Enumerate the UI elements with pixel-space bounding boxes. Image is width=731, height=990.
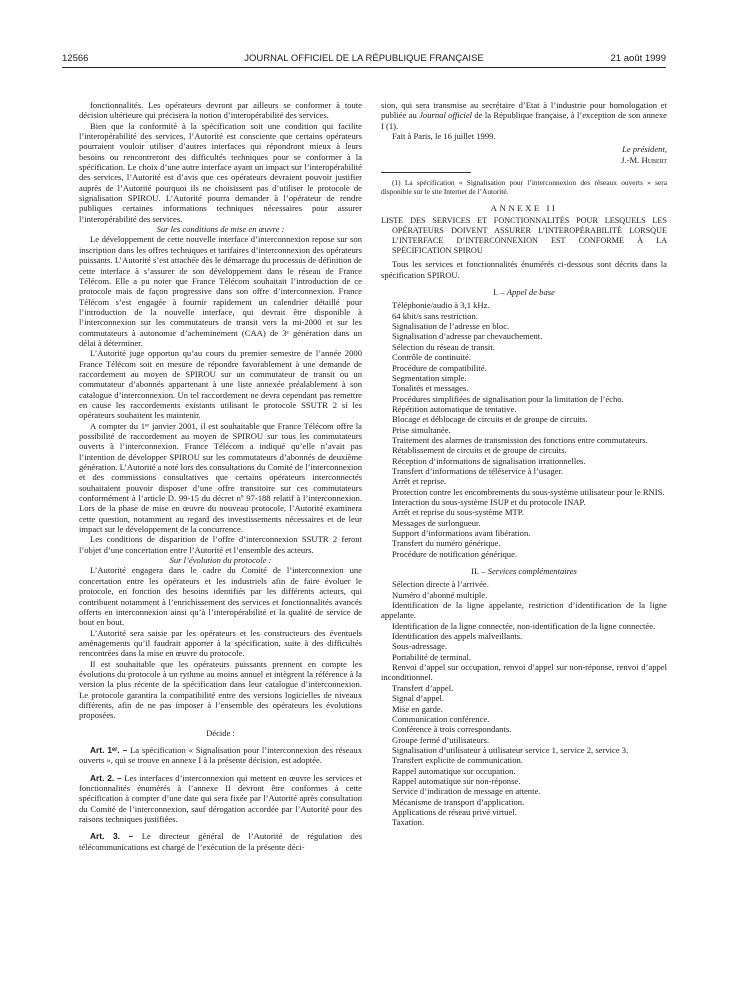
paragraph: Le développement de cette nouvelle interface d’interconnexion repose sur son inscription dans les offres techniques et tarifaires d’interconnexion des opérateurs puissants. L’Autorité s’est attachée dès le démarrage du processus de définition de cette interface à s’assurer de son développement dans le réseau de France Télécom. Elle a pu noter que France Télécom souhaitait l’introduction de ce protocole mais de façon progressive dans son offre d’interconnexion. France Télécom s’est engagée à fournir rapidement un calendrier détaillé pour l’introduction de la nouvelle interface, qui devrait être disponible à l’interconnexion sur les commutateurs de transit vers la mi-2000 et sur les commutateurs à autonomie d’acheminement (CAA) de 3ᵉ génération dans un délai à déterminer. (79, 234, 362, 348)
footnote-rule (381, 172, 471, 173)
subsection-heading (381, 566, 667, 576)
list-item: Mise en garde. (392, 703, 443, 714)
list-item: Transfert du numéro générique. (392, 538, 501, 549)
article-text: Les interfaces d’interconnexion qui mettent en œuvre les services et fonctionnalités énumérés à l’annexe II devront être conformes à cette spécification à compter d’une date qui sera fixée par l’Autorité après consultation du Comité de l’interconnexion, sauf dérogation accordée par l’Autorité pour des raisons techniques justifiées. (79, 772, 362, 825)
list-item: Signalisation de l’adresse en bloc. (392, 321, 510, 332)
list-item: Groupe fermé d’utilisateurs. (392, 734, 490, 745)
list-item: Contrôle de continuité. (392, 352, 471, 363)
article-1 (79, 745, 362, 766)
article-text: La spécification « Signalisation pour l’interconnexion des réseaux ouverts », qui se trouve en annexe I à la présente décision, est adoptée. (79, 744, 362, 766)
basic-call-list (381, 300, 667, 559)
list-item: Support d’informations avant libération. (392, 528, 531, 538)
list-item: Arrêt et reprise du sous-système MTP. (392, 507, 524, 518)
left-column (79, 100, 362, 852)
list-item: Rappel automatique sur occupation. (392, 765, 516, 776)
article-2 (79, 773, 362, 825)
decide-heading: Décide : (206, 727, 235, 738)
list-item: Identification des appels malveillants. (392, 631, 523, 642)
list-item: Téléphonie/audio à 3,1 kHz. (392, 300, 490, 311)
list-item: Traitement des alarmes de transmission des fonctions entre commutateurs. (392, 434, 648, 445)
paragraph (381, 100, 667, 131)
paragraph: Il est souhaitable que les opérateurs puissants prennent en compte les évolutions du protocole à un rythme au moins annuel et intègrent la référence à la version la plus récente de la spécification dans leur catalogue d’interconnexion. Le protocole garantira la compatibilité entre des versions logicielles de niveaux différents, afin de ne pas imposer à l’ensemble des opérateurs les évolutions proposées. (79, 658, 362, 721)
text: sion, qui sera transmise au secrétaire d’Etat à l’industrie pour homologation et publiée au (381, 100, 667, 121)
annex-intro: Tous les services et fonctionnalités énumérés ci-dessous sont décrits dans la spécification SPIROU. (381, 259, 667, 280)
subsection-title: Appel de base (506, 287, 555, 298)
list-item: Applications de réseau privé virtuel. (392, 806, 517, 817)
article-3 (79, 831, 362, 852)
annex-title: LISTE DES SERVICES ET FONCTIONNALITÉS POUR LESQUELS LES OPÉRATEURS DOIVENT ASSURER L’INTEROPÉRABILITÉ LORSQUE L’INTERFACE D’INTERCONNEXION EST CONFORME À LA SPÉCIFICATION SPIROU (381, 216, 667, 256)
paragraph: fonctionnalités. Les opérateurs devront par ailleurs se conformer à toute décision ultérieure qui précisera la notion d’interopérabilité des services. (79, 100, 362, 121)
list-item: Rétablissement de circuits et de groupe de circuits. (392, 445, 567, 456)
list-item: Sélection du réseau de transit. (392, 341, 495, 352)
section-heading: Sur les conditions de mise en œuvre : (156, 224, 285, 235)
header-rule (62, 67, 666, 68)
list-item: Taxation. (392, 817, 425, 828)
list-item: Communication conférence. (392, 713, 490, 724)
journal-name: Journal officiel (419, 110, 473, 121)
list-item: Transfert d’appel. (392, 682, 454, 693)
list-item: Numéro d’abonné multiple. (392, 589, 488, 600)
list-item: Procédures simplifiées de signalisation pour la limitation de l’écho. (392, 393, 624, 404)
list-item: Protection contre les encombrements du sous-système utilisateur pour le RNIS. (392, 486, 665, 497)
subsection-title: Services complémentaires (487, 566, 577, 577)
article-label: Art. 3. – (90, 831, 134, 842)
annex-heading: ANNEXE II (490, 203, 558, 214)
paragraph: Les conditions de disparition de l’offre d’interconnexion SSUTR 2 feront l’objet d’une concertation entre l’Autorité et l’ensemble des acteurs. (79, 534, 362, 555)
paragraph: L’Autorité sera saisie par les opérateurs et les constructeurs des éventuels aménagements qu’il faudrait apporter à la spécification, suite à des difficultés rencontrées dans la mise en œuvre du protocole. (79, 627, 362, 659)
list-item: Interaction du sous-système ISUP et du protocole INAP. (392, 496, 586, 507)
text: de la République française, à l’exception de son annexe I (1). (381, 110, 667, 131)
right-column (381, 100, 667, 828)
article-label: Art. 2. – (90, 772, 122, 783)
paragraph: A compter du 1ᵉʳ janvier 2001, il est souhaitable que France Télécom offre la possibilité de raccordement au moyen de SPIROU sur tous les commutateurs ouverts à l’interconnexion. France Télécom a indiqué qu’elle n’avait pas l’intention de développer SPIROU sur les commutateurs d’abonnés de deuxième génération. L’Autorité a noté lors des consultations du Comité de l’interconnexion et des commissions consultatives que certains opérateurs interconnectés souhaitaient pouvoir disposer d’une offre transitoire sur ces commutateurs conformément à l’article D. 99-15 du décret nº 97-188 relatif à l’interconnexion. Lors de la phase de mise en œuvre du nouveau protocole, l’Autorité examinera cette question, notamment au regard des investissements nécessaires et de leur impact sur le développement de la concurrence. (79, 420, 362, 535)
list-item: Arrêt et reprise. (392, 476, 447, 487)
running-header (62, 53, 666, 67)
list-item: Sous-adressage. (392, 641, 448, 652)
section-heading: Sur l’évolution du protocole : (169, 555, 272, 566)
list-item: Messages de surlongueur. (392, 517, 481, 528)
list-item: Transfert d’informations de téléservice à l’usager. (392, 465, 564, 476)
supplementary-services-list (381, 579, 667, 827)
list-item: Transfert explicite de communication. (392, 755, 523, 766)
footnote: (1) La spécification « Signalisation pour l’interconnexion des réseaux ouverts » sera disponible sur le site Internet de l’Autorité. (381, 178, 667, 197)
list-item: Réception d’informations de signalisation irrationnelles. (392, 455, 586, 466)
list-item: Signal d’appel. (392, 693, 445, 704)
subsection-heading (381, 287, 667, 297)
list-item: Rappel automatique sur non-réponse. (392, 775, 521, 786)
list-item: Mécanisme de transport d’application. (392, 796, 525, 807)
initials: J.-M. (621, 154, 640, 165)
list-item: Procédure de compatibilité. (392, 362, 487, 373)
list-item: Service d’indication de message en attente. (392, 786, 541, 797)
signature-name (381, 155, 667, 165)
list-item: Renvoi d’appel sur occupation, renvoi d’appel sur non-réponse, renvoi d’appel inconditionnel. (381, 662, 667, 683)
list-item: Blocage et déblocage de circuits et de groupe de circuits. (392, 414, 588, 425)
paragraph: Bien que la conformité à la spécification soit une condition qui facilite l’interopérabilité des services, l’Autorité est consciente que certains opérateurs pourraient vouloir utiliser d’autres interfaces qui répondront mieux à leurs besoins ou rencontreront des difficultés techniques pour se conformer à la spécification. Le choix d’une autre interface ayant un impact sur l’interopérabilité des services, l’Autorité est d’avis que ces opérateurs devraient pouvoir justifier auprès de l’Autorité pourquoi ils ne choisissent pas d’utiliser le protocole de signalisation SPIROU. L’Autorité pourra demander à l’opérateur de rendre publiques certaines informations techniques nécessaires pour assurer l’interopérabilité des services. (79, 120, 362, 224)
article-label: Art. 1ᵉʳ. – (90, 744, 128, 755)
done-at: Fait à Paris, le 16 juillet 1999. (392, 131, 496, 142)
issue-date: 21 août 1999 (610, 53, 666, 64)
subsection-number: II. – (471, 566, 486, 577)
list-item: Conférence à trois correspondants. (392, 724, 512, 735)
paragraph: L’Autorité engagera dans le cadre du Comité de l’interconnexion une concertation entre les opérateurs et les industriels afin de faire évoluer le protocole, en fonction des besoins identifiés par les différents acteurs, qui contribuent notamment à l’enrichissement des services et fonctionnalités avancés offerts en interconnexion ainsi qu’à l’interopérabilité et la qualité de service de bout en bout. (79, 565, 362, 628)
subsection-number: I. – (493, 287, 505, 298)
list-item: Segmentation simple. (392, 372, 467, 383)
list-item: Identification de la ligne appelante, restriction d’identification de la ligne appelante. (381, 600, 667, 621)
list-item: Procédure de notification générique. (392, 548, 518, 559)
list-item: Signalisation d’utilisateur à utilisateur service 1, service 2, service 3. (392, 744, 629, 755)
signature-title: Le président, (622, 144, 667, 155)
surname: Hubert (641, 154, 667, 165)
paragraph: L’Autorité juge opportun qu’au cours du premier semestre de l’année 2000 France Télécom soit en mesure de répondre favorablement à une demande de raccordement au moyen de SPIROU sur un commutateur de transit ou un commutateur d’abonnés appartenant à une liste annexée préalablement à son catalogue d’interconnexion. Un tel raccordement ne devra cependant pas remettre en cause les raccordements existants utilisant le protocole SSUTR 2 si les opérateurs souhaitent les maintenir. (79, 348, 362, 421)
list-item: Sélection directe à l’arrivée. (392, 579, 489, 590)
list-item: 64 kbit/s sans restriction. (392, 310, 478, 321)
list-item: Prise simultanée. (392, 424, 451, 435)
list-item: Tonalités et messages. (392, 383, 469, 394)
list-item: Signalisation d’adresse par chevauchement. (392, 331, 543, 342)
list-item: Portabilité de terminal. (392, 651, 471, 662)
page-number: 12566 (62, 53, 89, 64)
journal-title: JOURNAL OFFICIEL DE LA RÉPUBLIQUE FRANÇAISE (244, 53, 484, 64)
list-item: Répétition automatique de tentative. (392, 403, 517, 414)
article-text: Le directeur général de l’Autorité de régulation des télécommunications est chargé de l’exécution de la présente déci- (79, 831, 362, 852)
list-item: Identification de la ligne connectée, non-identification de la ligne connectée. (392, 620, 656, 631)
